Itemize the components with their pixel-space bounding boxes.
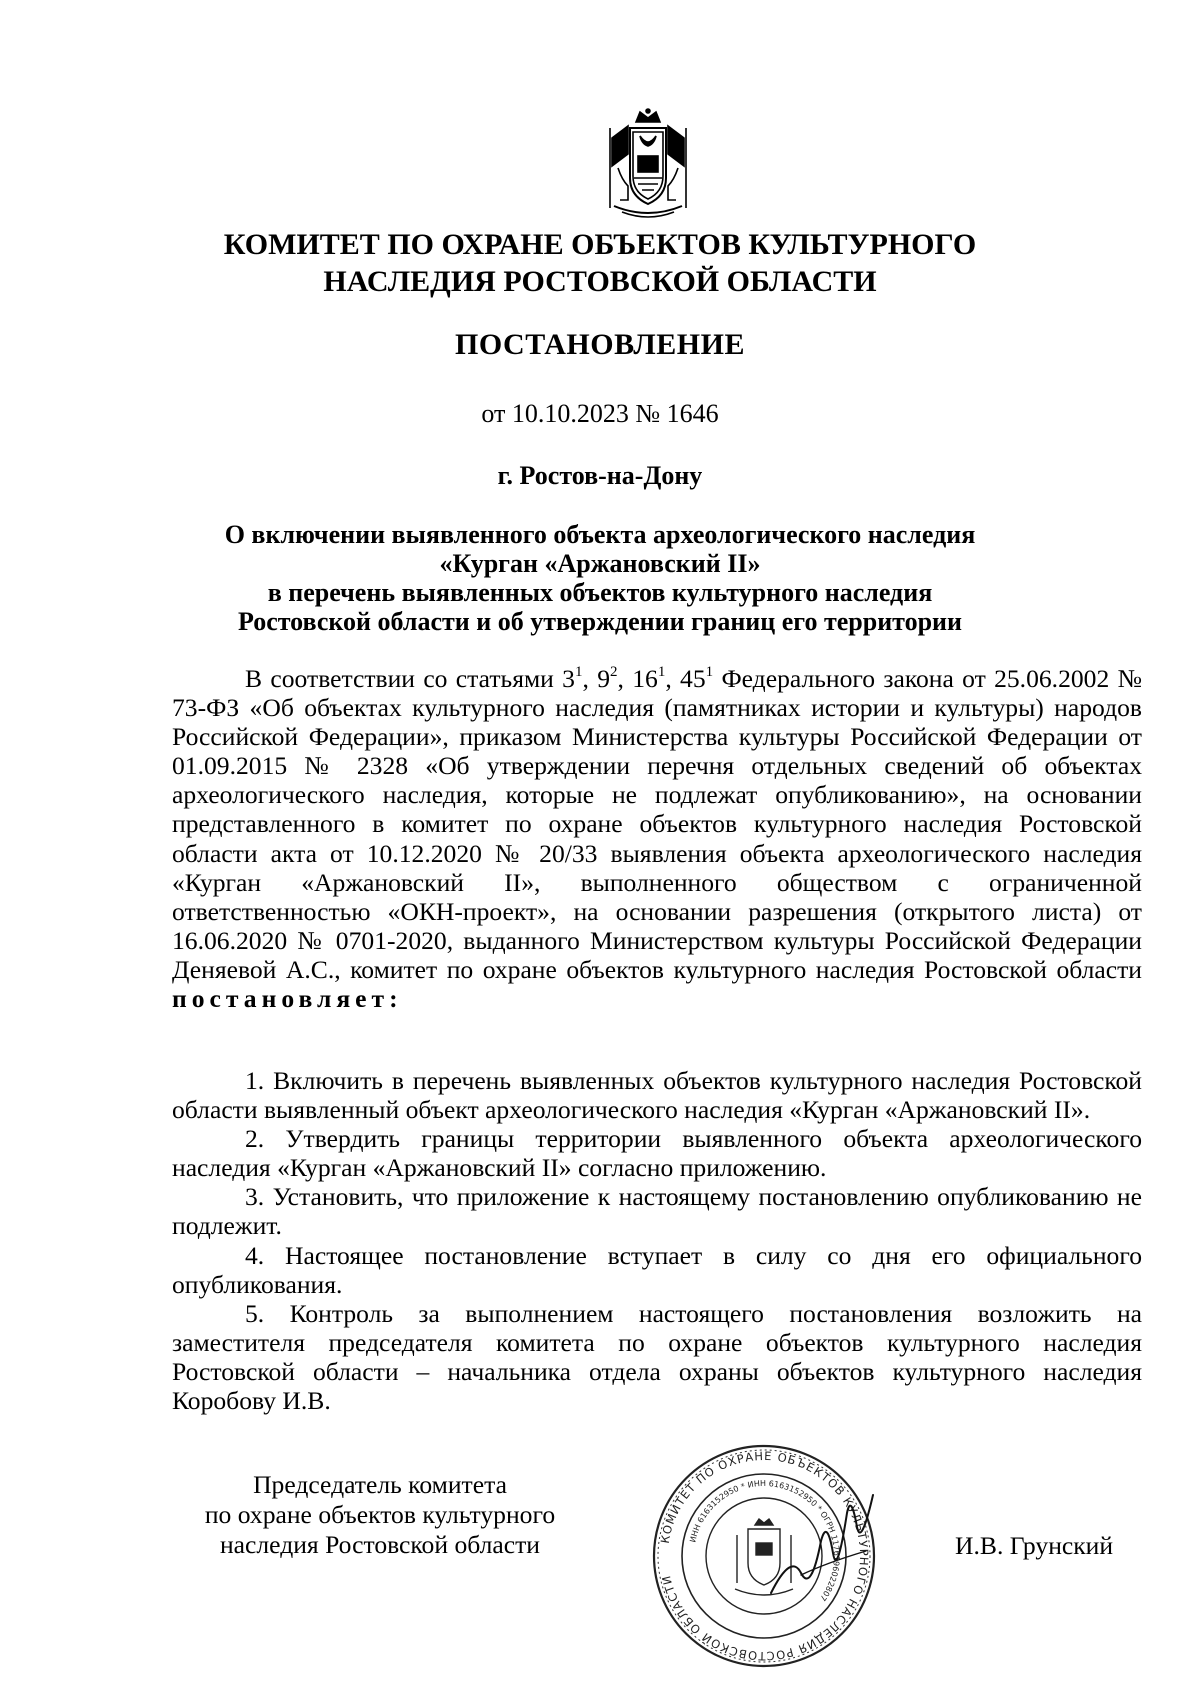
subject-line-2: «Курган «Аржановский II» [439,549,761,578]
coat-of-arms-icon [598,108,698,224]
seal-inner-text: ИНН 6163152950 * ИНН 6163152950 * ОГРН 1176196022807 [688,1478,842,1603]
city: г. Ростов-на-Дону [497,461,703,490]
subject-line-3: в перечень выявленных объектов культурного наследия [267,578,933,607]
signatory-title-line-2: по охране объектов культурного [204,1500,556,1529]
decree-word: постановляет: [172,984,403,1014]
preamble-text-c: , 16 [617,664,658,693]
subject-line-1: О включении выявленного объекта археологического наследия [224,520,976,549]
decree-item-4: 4. Настоящее постановление вступает в силу со дня его официального опубликования. [172,1240,1142,1299]
document-subject [0,520,1200,636]
preamble-text-e: Федерального закона от 25.06.2002 № 73-ФЗ «Об объектах культурного наследия (памятниках истории и культуры) народов Российской Федерации», приказом Министерства культуры Российской Федерации от 01.09.2015 № 2328 «Об утверждении перечня отдельных сведений об объектах археологического наследия, которые не подлежат опубликованию», на основании представленного в комитет по охране объектов культурного наследия Ростовской области акта от 10.12.2020 № 20/33 выявления объекта археологического наследия «Курган «Аржановский II», выполненного обществом с ограниченной ответственностью «ОКН-проект», на основании разрешения (открытого листа) от 16.06.2020 № 0701-2020, выданного Министерством культуры Российской Федерации Деняевой А.С., комитет по охране объектов культурного наследия Ростовской области [172,664,1142,984]
date-number-line [0,399,1200,429]
subject-line-4: Ростовской области и об утверждении границ его территории [237,607,963,636]
document-type: ПОСТАНОВЛЕНИЕ [455,328,745,361]
article-superscript: 1 [657,664,666,680]
decree-item-2: 2. Утвердить границы территории выявленного объекта археологического наследия «Курган «Аржановский II» согласно приложению. [172,1124,1142,1183]
preamble [172,664,1142,1013]
official-seal [651,1443,877,1669]
document-number: 1646 [666,399,719,428]
document-date: 10.10.2023 [511,399,629,428]
article-superscript: 2 [610,664,618,680]
preamble-text-a: В соответствии со статьями 3 [245,664,575,693]
decree-items [172,1066,1142,1415]
issuing-authority-line-2: НАСЛЕДИЯ РОСТОВСКОЙ ОБЛАСТИ [323,265,877,298]
seal-outer-text: КОМИТЕТ ПО ОХРАНЕ ОБЪЕКТОВ КУЛЬТУРНОГО НАСЛЕДИЯ РОСТОВСКОЙ ОБЛАСТИ [657,1448,872,1664]
date-prefix: от [481,399,506,428]
article-superscript: 1 [705,664,714,680]
decree-item-5: 5. Контроль за выполнением настоящего постановления возложить на заместителя председателя комитета по охране объектов культурного наследия Ростовской области – начальника отдела охраны объектов культурного наследия Коробову И.В. [172,1298,1142,1416]
signatory-name: И.В. Грунский [955,1531,1114,1560]
decree-item-1: 1. Включить в перечень выявленных объектов культурного наследия Ростовской области выявленный объект археологического наследия «Курган «Аржановский II». [172,1066,1142,1125]
signatory-title-line-3: наследия Ростовской области [219,1530,540,1559]
signatory-title-line-1: Председатель комитета [253,1470,507,1499]
issuing-authority [0,226,1200,300]
article-superscript: 1 [574,664,583,680]
preamble-text-d: , 45 [665,664,706,693]
issuing-authority-line-1: КОМИТЕТ ПО ОХРАНЕ ОБЪЕКТОВ КУЛЬТУРНОГО [223,228,977,261]
preamble-text-b: , 9 [582,664,610,693]
decree-item-3: 3. Установить, что приложение к настоящему постановлению опубликованию не подлежит. [172,1182,1142,1241]
preamble-paragraph [172,664,1142,1013]
signatory-title [160,1470,600,1560]
number-sign: № [635,399,661,428]
